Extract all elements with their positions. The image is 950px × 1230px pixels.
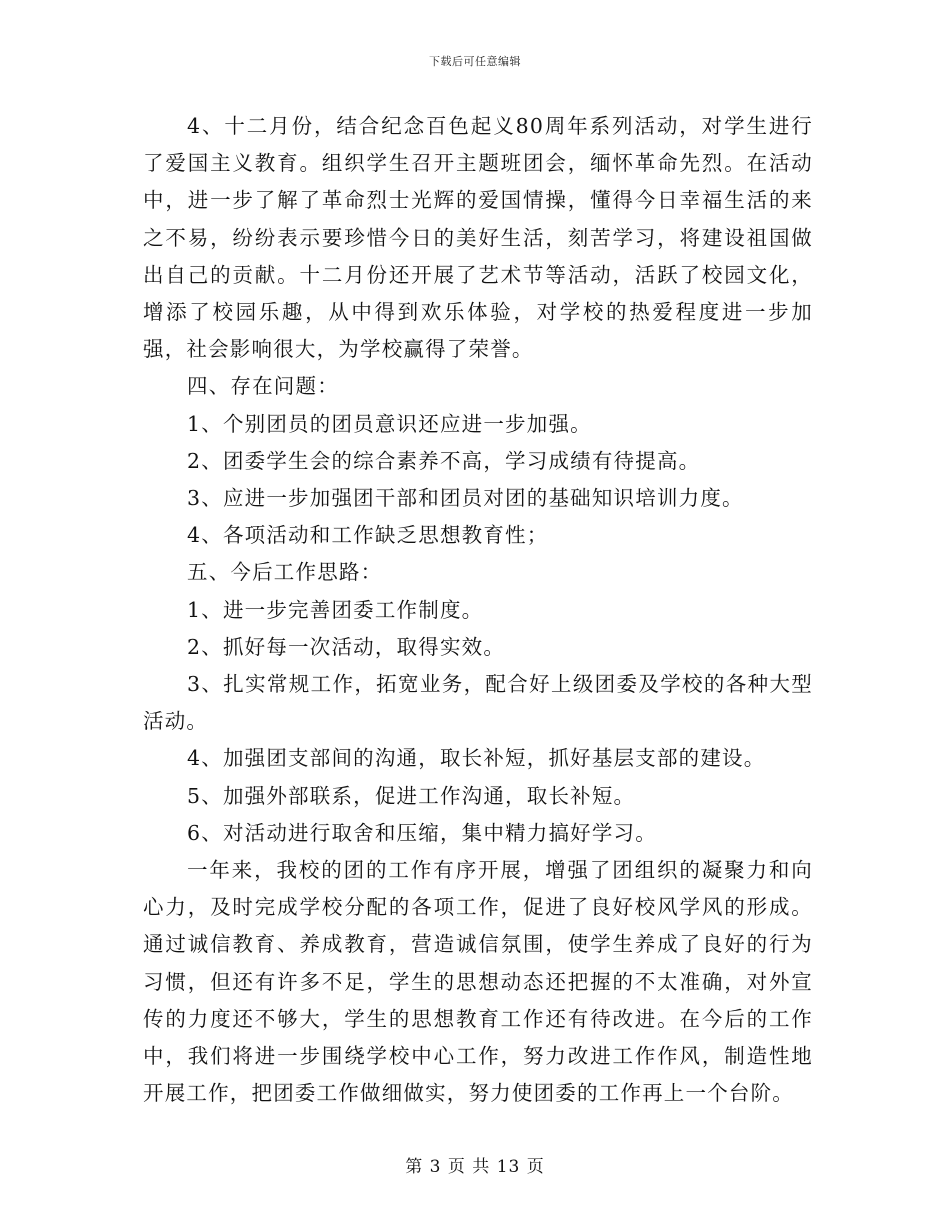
problem-item-1: 1、个别团员的团员意识还应进一步加强。 — [187, 411, 592, 436]
plan-item-4: 4、加强团支部间的沟通，取长补短，抓好基层支部的建设。 — [187, 746, 766, 771]
page-number: 第 3 页 共 13 页 — [405, 1157, 545, 1177]
section-heading-future-plans: 五、今后工作思路： — [187, 560, 383, 585]
page-header: 下载后可任意编辑 — [429, 55, 521, 68]
plan-item-6: 6、对活动进行取舍和压缩，集中精力搞好学习。 — [187, 820, 657, 845]
problem-item-3: 3、应进一步加强团干部和团员对团的基础知识培训力度。 — [187, 486, 744, 511]
problem-item-4: 4、各项活动和工作缺乏思想教育性； — [187, 523, 549, 548]
paragraph-summary: 一年来，我校的团的工作有序开展，增强了团组织的凝聚力和向心力，及时完成学校分配的各项工作，促进了良好校风学风的形成。通过诚信教育、养成教育，营造诚信氛围，使学生养成了良好的行为习惯，但还有许多不足，学生的思想动态还把握的不太准确，对外宣传的力度还不够大，学生的思想教育工作还有待改进。在今后的工作中，我们将进一步围绕学校中心工作，努力改进工作作风，制造性地开展工作，把团委工作做细做实，努力使团委的工作再上一个台阶。 — [143, 858, 813, 1106]
document-body — [143, 108, 813, 1112]
problem-item-2: 2、团委学生会的综合素养不高，学习成绩有待提高。 — [187, 448, 701, 473]
plan-item-1: 1、进一步完善团委工作制度。 — [187, 597, 484, 622]
paragraph-december-activities: 4、十二月份，结合纪念百色起义80周年系列活动，对学生进行了爱国主义教育。组织学生召开主题班团会，缅怀革命先烈。在活动中，进一步了解了革命烈士光辉的爱国情操，懂得今日幸福生活的来之不易，纷纷表示要珍惜今日的美好生活，刻苦学习，将建设祖国做出自己的贡献。十二月份还开展了艺术节等活动，活跃了校园文化，增添了校园乐趣，从中得到欢乐体验，对学校的热爱程度进一步加强，社会影响很大，为学校赢得了荣誉。 — [143, 114, 813, 362]
section-heading-problems: 四、存在问题： — [187, 374, 339, 399]
plan-item-2: 2、抓好每一次活动，取得实效。 — [187, 634, 506, 659]
plan-item-5: 5、加强外部联系，促进工作沟通，取长补短。 — [187, 783, 636, 808]
plan-item-3: 3、扎实常规工作，拓宽业务，配合好上级团委及学校的各种大型活动。 — [143, 672, 813, 734]
